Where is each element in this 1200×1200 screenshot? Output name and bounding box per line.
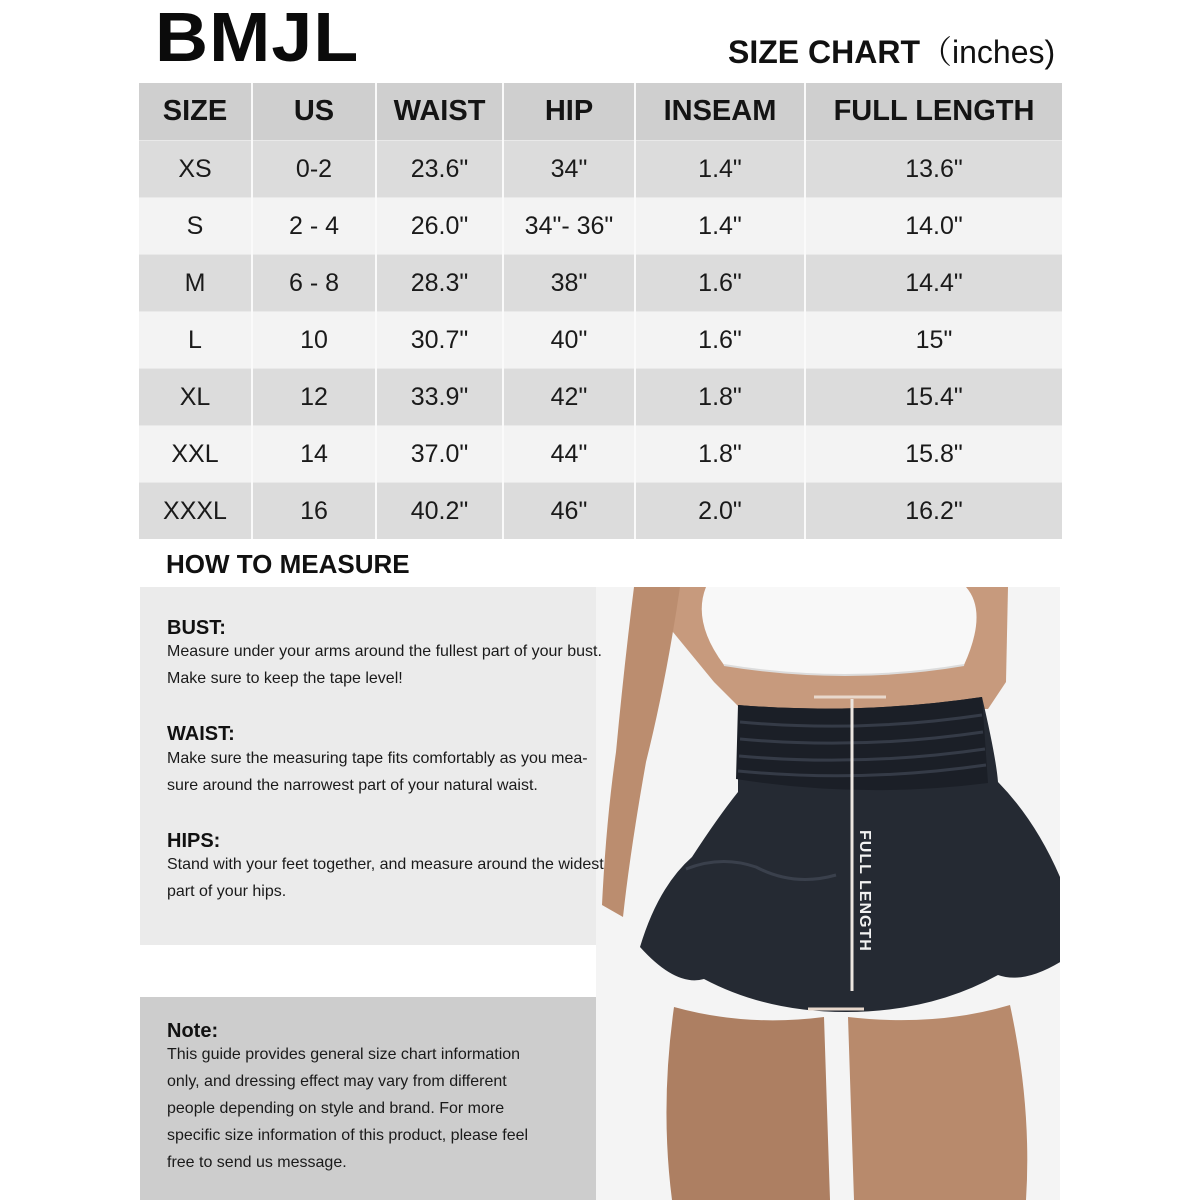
cell-us: 6 - 8 (252, 255, 376, 312)
size-chart-table (139, 83, 1062, 539)
table-row (139, 483, 1062, 540)
size-chart-title (728, 36, 1055, 68)
cell-inseam: 1.4" (635, 198, 805, 255)
cell-hip: 44" (503, 426, 635, 483)
col-header-waist: WAIST (376, 83, 503, 141)
cell-hip: 42" (503, 369, 635, 426)
hips-line: part of your hips. (167, 883, 287, 900)
cell-hip: 38" (503, 255, 635, 312)
cell-inseam: 1.8" (635, 426, 805, 483)
cell-us: 14 (252, 426, 376, 483)
cell-us: 0-2 (252, 141, 376, 198)
how-to-measure-heading: HOW TO MEASURE (166, 549, 410, 579)
cell-waist: 40.2" (376, 483, 503, 540)
full-length-label: FULL LENGTH (856, 830, 873, 952)
bust-title: BUST: (167, 617, 226, 639)
cell-size: M (139, 255, 252, 312)
table-row (139, 426, 1062, 483)
cell-full-length: 15.4" (805, 369, 1062, 426)
note-line: specific size information of this product, please feel (167, 1127, 529, 1144)
note-line: This guide provides general size chart information (167, 1046, 521, 1063)
bust-text (167, 638, 627, 692)
cell-inseam: 1.4" (635, 141, 805, 198)
cell-inseam: 1.6" (635, 255, 805, 312)
cell-waist: 33.9" (376, 369, 503, 426)
col-header-hip: HIP (503, 83, 635, 141)
waist-text (167, 745, 627, 799)
cell-full-length: 16.2" (805, 483, 1062, 540)
size-chart-unit: （inches) (920, 34, 1056, 70)
cell-size: XXL (139, 426, 252, 483)
table-row (139, 141, 1062, 198)
cell-us: 10 (252, 312, 376, 369)
col-header-inseam: INSEAM (635, 83, 805, 141)
cell-hip: 46" (503, 483, 635, 540)
note-line: only, and dressing effect may vary from different (167, 1073, 507, 1090)
brand-logo: BMJL (155, 0, 360, 76)
cell-full-length: 13.6" (805, 141, 1062, 198)
col-header-full-length: FULL LENGTH (805, 83, 1062, 141)
cell-full-length: 14.0" (805, 198, 1062, 255)
size-chart-title-text: SIZE CHART (728, 34, 920, 70)
waist-line: sure around the narrowest part of your natural waist. (167, 777, 538, 794)
table-row (139, 198, 1062, 255)
table-row (139, 312, 1062, 369)
col-header-us: US (252, 83, 376, 141)
note-text (167, 1041, 627, 1176)
product-illustration (596, 587, 1060, 1200)
hips-text (167, 851, 622, 905)
cell-inseam: 1.8" (635, 369, 805, 426)
table-row (139, 255, 1062, 312)
cell-full-length: 14.4" (805, 255, 1062, 312)
cell-size: L (139, 312, 252, 369)
cell-inseam: 1.6" (635, 312, 805, 369)
hips-title: HIPS: (167, 830, 221, 852)
cell-full-length: 15.8" (805, 426, 1062, 483)
table-header-row (139, 83, 1062, 141)
cell-waist: 37.0" (376, 426, 503, 483)
cell-hip: 40" (503, 312, 635, 369)
cell-hip: 34"- 36" (503, 198, 635, 255)
cell-size: XXXL (139, 483, 252, 540)
cell-size: XL (139, 369, 252, 426)
cell-waist: 23.6" (376, 141, 503, 198)
waist-title: WAIST: (167, 723, 235, 745)
bust-line: Make sure to keep the tape level! (167, 670, 403, 687)
col-header-size: SIZE (139, 83, 252, 141)
cell-us: 2 - 4 (252, 198, 376, 255)
bust-line: Measure under your arms around the fullest part of your bust. (167, 643, 602, 660)
cell-us: 16 (252, 483, 376, 540)
cell-waist: 28.3" (376, 255, 503, 312)
waist-line: Make sure the measuring tape fits comfortably as you mea- (167, 750, 588, 767)
cell-us: 12 (252, 369, 376, 426)
note-line: people depending on style and brand. For more (167, 1100, 505, 1117)
hips-line: Stand with your feet together, and measure around the widest (167, 856, 604, 873)
note-line: free to send us message. (167, 1154, 347, 1171)
cell-waist: 26.0" (376, 198, 503, 255)
cell-size: XS (139, 141, 252, 198)
shorts-model-illustration (596, 587, 1060, 1200)
note-title: Note: (167, 1020, 219, 1042)
cell-size: S (139, 198, 252, 255)
cell-hip: 34" (503, 141, 635, 198)
cell-waist: 30.7" (376, 312, 503, 369)
cell-full-length: 15" (805, 312, 1062, 369)
cell-inseam: 2.0" (635, 483, 805, 540)
table-row (139, 369, 1062, 426)
